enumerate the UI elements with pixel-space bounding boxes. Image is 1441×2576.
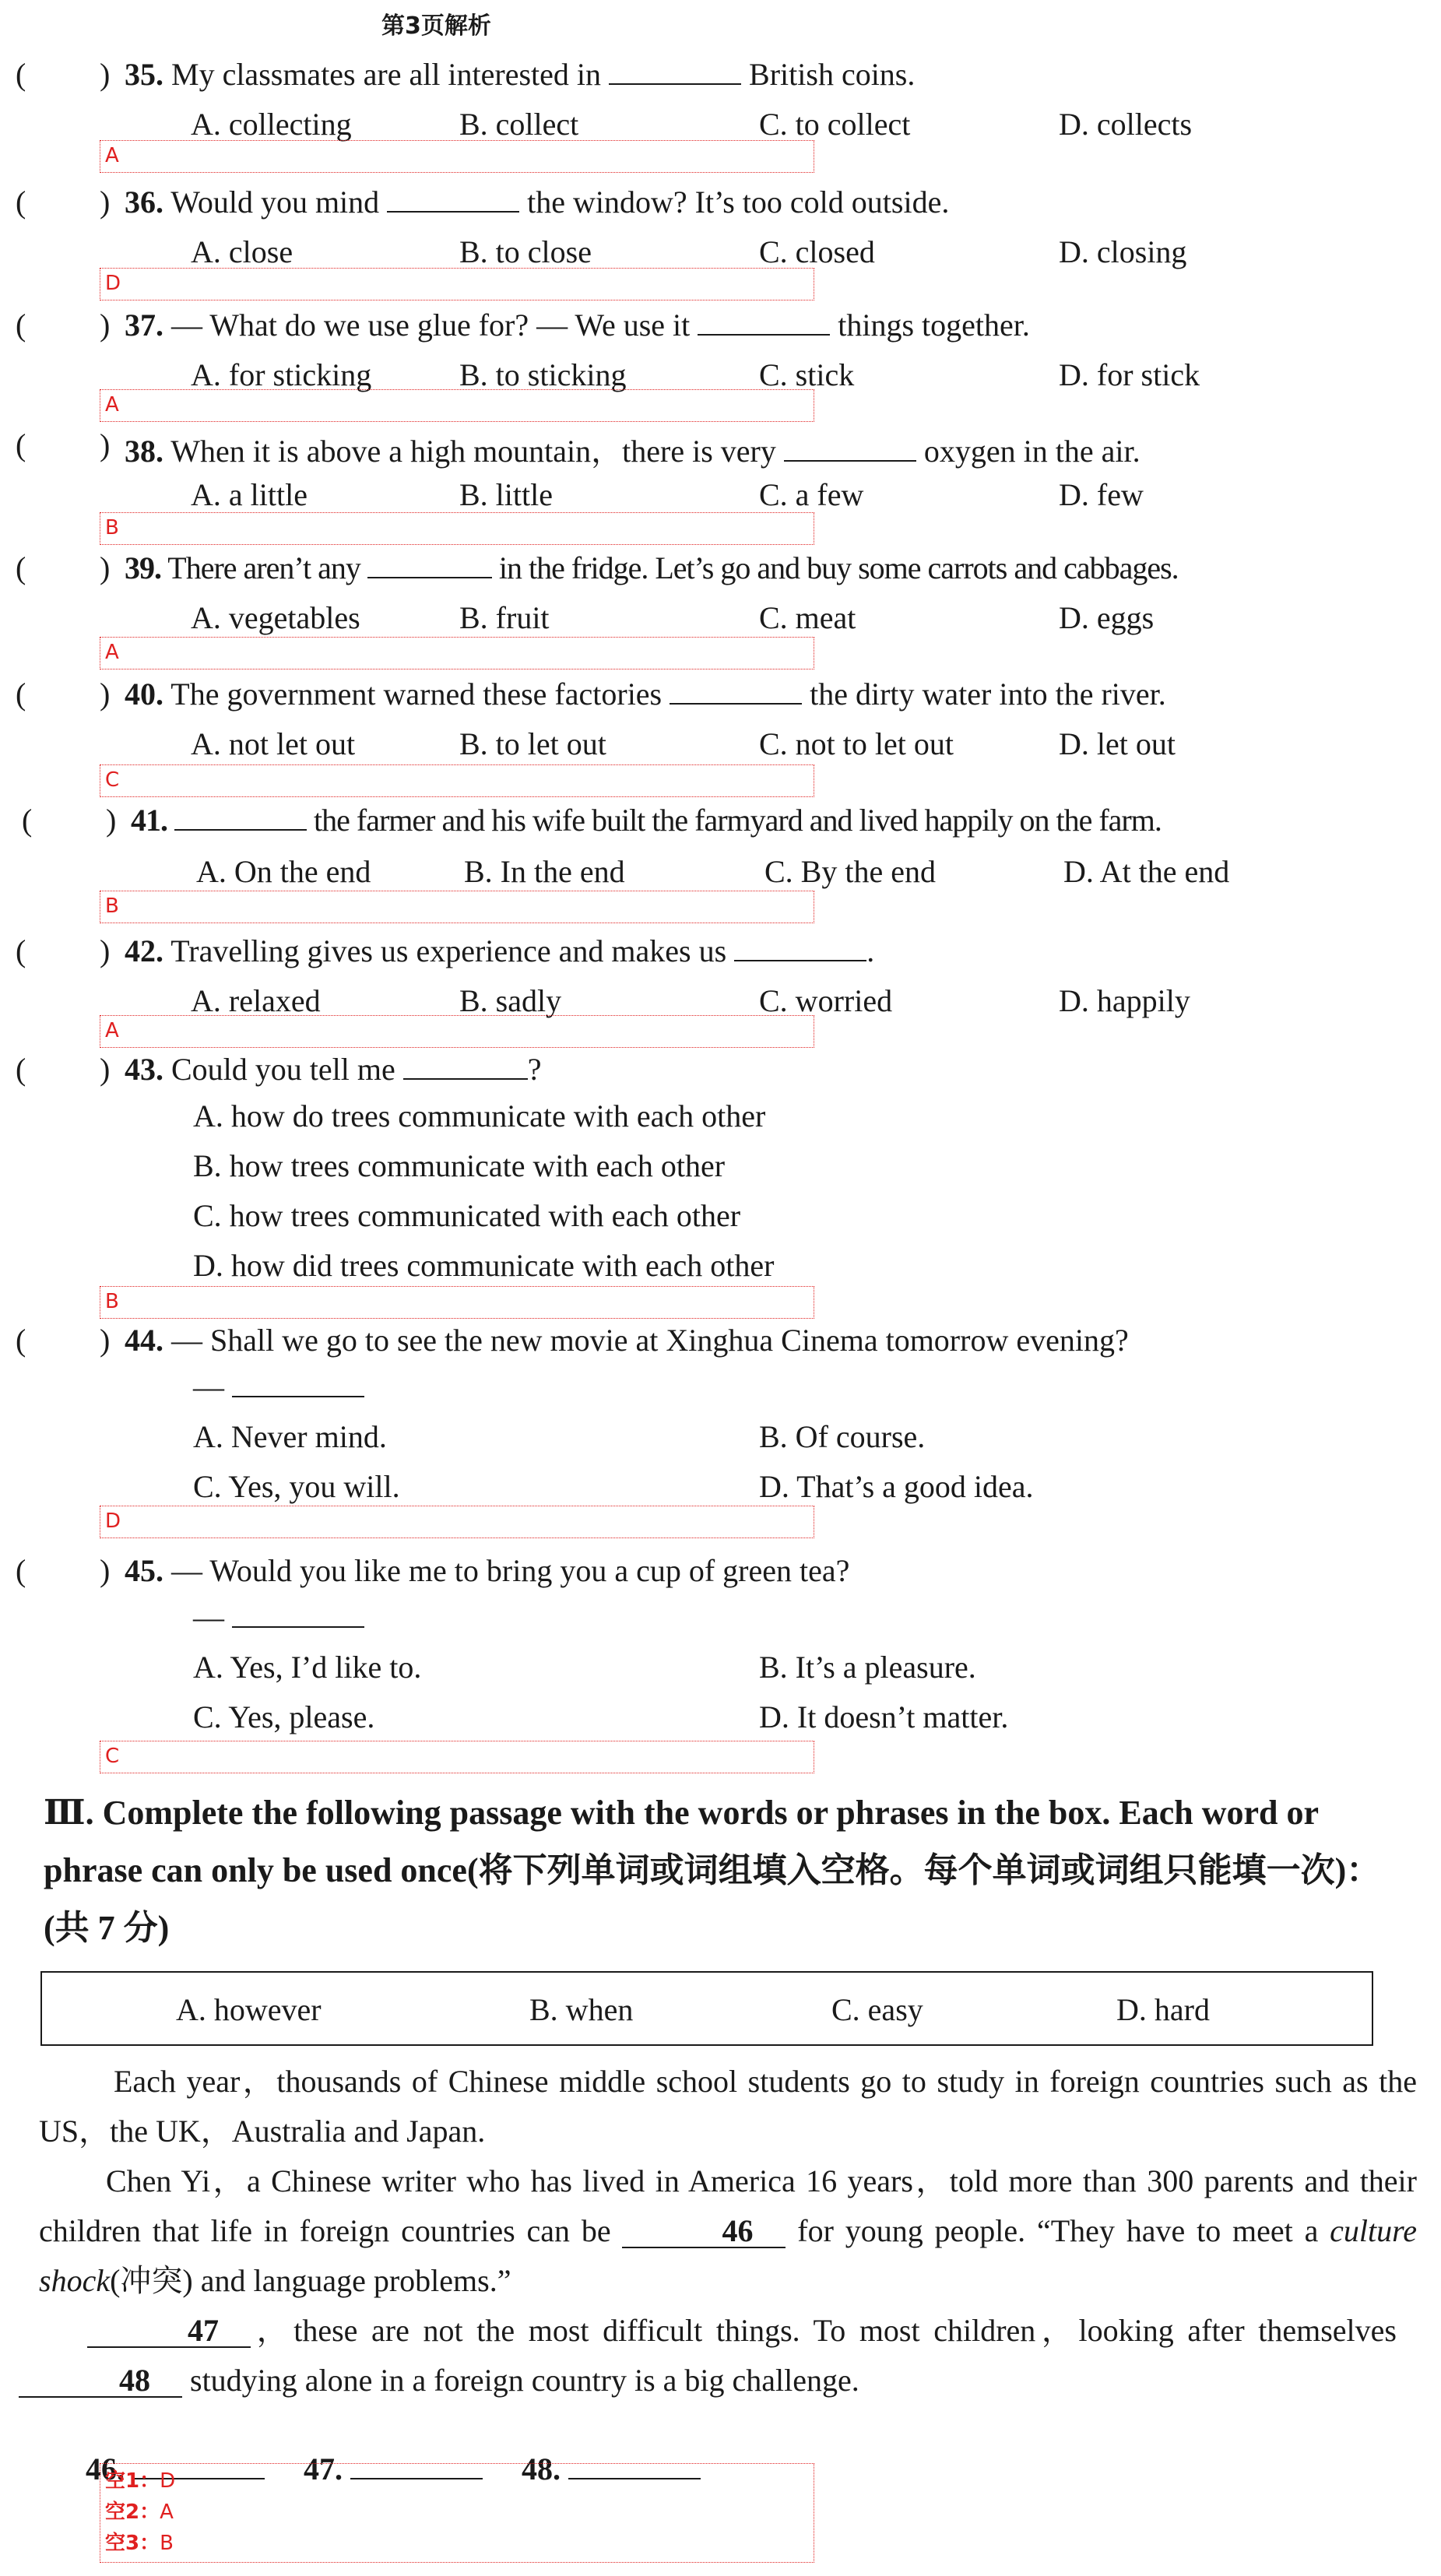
fill-answer-2: 空2：A (105, 2500, 174, 2524)
answer-paren-open: ( (16, 933, 26, 968)
answer-box: A (100, 389, 814, 422)
answer-paren-open: ( (16, 1323, 26, 1358)
word-option-a: A. however (176, 1992, 322, 2027)
blank-46: 46 (622, 2216, 786, 2248)
option-b: B. In the end (464, 854, 625, 889)
option-d: D. closing (1059, 234, 1187, 269)
option-a: A. a little (191, 477, 308, 512)
option-c: C. how trees communicated with each other (193, 1198, 741, 1233)
answer-paren-open: ( (16, 677, 26, 712)
answer-paren-close: ) (100, 185, 111, 220)
option-b: B. Of course. (759, 1419, 926, 1454)
answer-dash: — (193, 1599, 364, 1636)
question-stem: 39. There aren’t any in the fridge. Let’s go and buy some carrots and cabbages. (125, 550, 1179, 585)
word-option-c: C. easy (831, 1992, 923, 2027)
answer-paren-close: ) (100, 308, 111, 343)
option-a: A. for sticking (191, 357, 372, 392)
option-c: C. worried (759, 983, 893, 1018)
answer-paren-close: ) (100, 1323, 111, 1358)
passage-paragraph-2: Chen Yi，a Chinese writer who has lived in America 16 years，told more than 300 parents and their children that life in foreign countries can be 46 for young people. “They have to meet a culture shock(冲突) and language problems.” (39, 2163, 1417, 2298)
question-stem: 44. — Shall we go to see the new movie at Xinghua Cinema tomorrow evening? (125, 1323, 1129, 1358)
fill-answer-1: 空1：D (105, 2469, 176, 2493)
word-box (40, 1971, 1373, 2046)
option-d: D. collects (1059, 107, 1193, 142)
option-a: A. close (191, 234, 293, 269)
page-header: 第3页解析 (381, 12, 491, 40)
option-a: A. not let out (191, 726, 356, 761)
option-a: A. Never mind. (193, 1419, 387, 1454)
answer-box: C (100, 1741, 814, 1773)
option-c: C. closed (759, 234, 875, 269)
word-option-b: B. when (529, 1992, 634, 2027)
option-a: A. collecting (191, 107, 352, 142)
section-title (44, 1784, 1383, 1957)
option-b: B. sadly (459, 983, 562, 1018)
option-d: D. how did trees communicate with each other (193, 1248, 775, 1283)
answer-paren-open: ( (16, 57, 26, 92)
option-a: A. On the end (196, 854, 371, 889)
question-stem: 42. Travelling gives us experience and makes us . (125, 933, 875, 968)
blank-48: 48 (19, 2365, 182, 2398)
option-a: A. vegetables (191, 600, 360, 635)
answer-dash: — (193, 1369, 364, 1405)
option-c: C. not to let out (759, 726, 954, 761)
option-d: D. That’s a good idea. (759, 1469, 1034, 1504)
question-stem: 35. My classmates are all interested in British coins. (125, 57, 916, 92)
answer-paren-open: ( (16, 1052, 26, 1087)
passage-paragraph-1: Each year，thousands of Chinese middle school students go to study in foreign countries such as the US，the UK，Australia and Japan. (39, 2064, 1417, 2149)
answer-paren-close: ) (100, 427, 111, 462)
option-d: D. eggs (1059, 600, 1155, 635)
option-b: B. to sticking (459, 357, 627, 392)
answer-box: A (100, 1015, 814, 1048)
answer-paren-open: ( (16, 550, 26, 585)
answer-box: D (100, 1506, 814, 1538)
option-d: D. happily (1059, 983, 1190, 1018)
answer-paren-close: ) (100, 1553, 111, 1588)
option-a: A. Yes, I’d like to. (193, 1650, 422, 1685)
option-b: B. to let out (459, 726, 606, 761)
option-b: B. collect (459, 107, 579, 142)
option-c: C. Yes, you will. (193, 1469, 400, 1504)
question-stem: 45. — Would you like me to bring you a cup of green tea? (125, 1553, 850, 1588)
option-d: D. At the end (1063, 854, 1230, 889)
answer-paren-close: ) (100, 1052, 111, 1087)
question-stem: 40. The government warned these factories the dirty water into the river. (125, 677, 1166, 712)
answer-paren-open: ( (16, 185, 26, 220)
option-c: C. Yes, please. (193, 1699, 375, 1734)
answer-box: A (100, 637, 814, 669)
answer-paren-open: ( (16, 1553, 26, 1588)
answer-paren-close: ) (100, 57, 111, 92)
option-c: C. By the end (764, 854, 936, 889)
answer-paren-open: ( (16, 308, 26, 343)
fill-answer-3: 空3：B (105, 2532, 174, 2555)
option-b: B. how trees communicate with each other (193, 1148, 726, 1183)
section-numeral: Ⅲ. (44, 1794, 94, 1832)
question-stem: 41. the farmer and his wife built the farmyard and lived happily on the farm. (131, 803, 1162, 838)
option-b: B. little (459, 477, 553, 512)
fill-in-row: 46. 47. 48. (86, 2451, 732, 2487)
option-c: C. to collect (759, 107, 911, 142)
option-d: D. few (1059, 477, 1144, 512)
answer-paren-open: ( (16, 427, 26, 462)
question-stem: 37. — What do we use glue for? — We use it things together. (125, 308, 1030, 343)
answer-paren-close: ) (100, 933, 111, 968)
fill-answer-box (100, 2463, 814, 2563)
option-c: C. meat (759, 600, 856, 635)
answer-box: D (100, 268, 814, 300)
answer-paren-close: ) (100, 550, 111, 585)
option-c: C. stick (759, 357, 855, 392)
option-b: B. to close (459, 234, 592, 269)
answer-box: B (100, 891, 814, 923)
answer-paren-open: ( (22, 803, 33, 838)
section-instructions: Complete the following passage with the words or phrases in the box. Each word or phrase can only be used once(将下列单词或词组填入空格。每个单词或词组只能填一次)：(共 7 分) (44, 1794, 1381, 1947)
option-a: A. relaxed (191, 983, 321, 1018)
passage-paragraph-3: 47 ，these are not the most difficult things. To most children，looking after themselves 48 studying alone in a foreign country is a big challenge. (19, 2306, 1397, 2406)
answer-box: B (100, 1286, 814, 1319)
blank-47: 47 (87, 2315, 251, 2348)
option-d: D. It doesn’t matter. (759, 1699, 1009, 1734)
answer-box: B (100, 512, 814, 545)
option-d: D. let out (1059, 726, 1176, 761)
option-b: B. fruit (459, 600, 550, 635)
option-a: A. how do trees communicate with each other (193, 1098, 766, 1133)
option-c: C. a few (759, 477, 864, 512)
question-stem: 36. Would you mind the window? It’s too cold outside. (125, 185, 950, 220)
answer-box: A (100, 140, 814, 173)
word-option-d: D. hard (1116, 1992, 1210, 2027)
answer-paren-close: ) (100, 677, 111, 712)
answer-paren-close: ) (106, 803, 117, 838)
answer-box: C (100, 764, 814, 797)
option-b: B. It’s a pleasure. (759, 1650, 976, 1685)
option-d: D. for stick (1059, 357, 1200, 392)
question-stem: 38. When it is above a high mountain，there is very oxygen in the air. (125, 434, 1140, 469)
question-stem: 43. Could you tell me ? (125, 1052, 542, 1087)
